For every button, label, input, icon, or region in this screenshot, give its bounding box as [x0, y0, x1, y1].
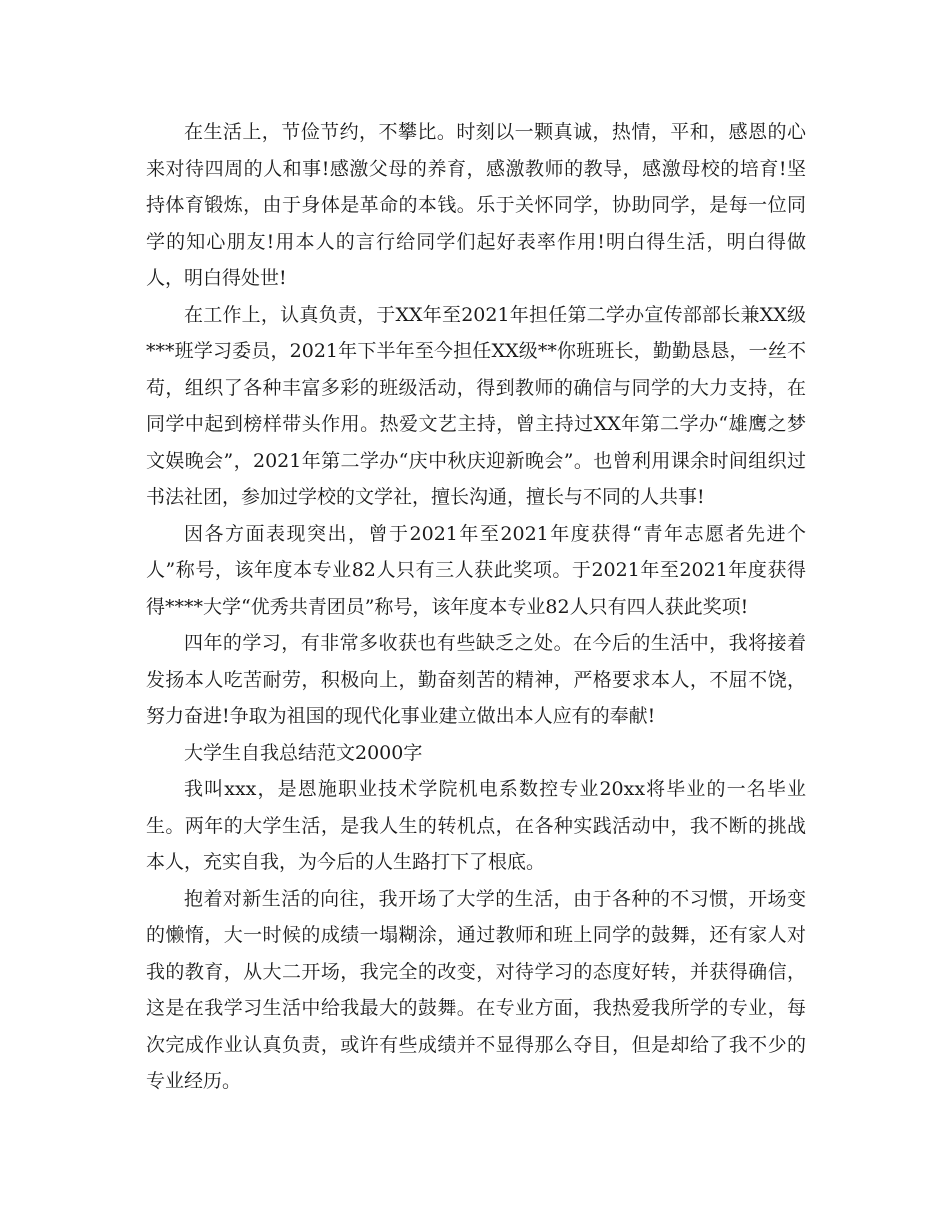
- paragraph-study: 抱着对新生活的向往，我开场了大学的生活，由于各种的不习惯，开场变的懒惰，大一时候的成绩一塌糊涂，通过教师和班上同学的鼓舞，还有家人对我的教育，从大二开场，我完全的改变，对待学习的态度好转，并获得确信，这是在我学习生活中给我最大的鼓舞。在专业方面，我热爱我所学的专业，每次完成作业认真负责，或许有些成绩并不显得那么夺目，但是却给了我不少的专业经历。: [146, 887, 806, 1092]
- section-heading: 大学生自我总结范文2000字: [184, 741, 423, 764]
- paragraph-conclusion: 四年的学习，有非常多收获也有些缺乏之处。在今后的生活中，我将接着发扬本人吃苦耐劳，积极向上，勤奋刻苦的精神，严格要求本人，不屈不饶，努力奋进!争取为祖国的现代化事业建立做出本人应有的奉献!: [146, 632, 806, 727]
- paragraph-life: 在生活上，节俭节约，不攀比。时刻以一颗真诚，热情，平和，感恩的心来对待四周的人和事!感激父母的养育，感激教师的教导，感激母校的培育!坚持体育锻炼，由于身体是革命的本钱。乐于关怀同学，协助同学，是每一位同学的知心朋友!用本人的言行给同学们起好表率作用!明白得生活，明白得做人，明白得处世!: [146, 121, 806, 289]
- document-body: [146, 114, 806, 1100]
- paragraph-awards: 因各方面表现突出，曾于2021年至2021年度获得“青年志愿者先进个人”称号，该年度本专业82人只有三人获此奖项。于2021年至2021年度获得得****大学“优秀共青团员”称号，该年度本专业82人只有四人获此奖项!: [146, 522, 806, 618]
- paragraph-intro: 我叫xxx，是恩施职业技术学院机电系数控专业20xx将毕业的一名毕业生。两年的大学生活，是我人生的转机点，在各种实践活动中，我不断的挑战本人，充实自我，为今后的人生路打下了根底。: [146, 778, 806, 873]
- paragraph-work: 在工作上，认真负责，于XX年至2021年担任第二学办宣传部部长兼XX级***班学习委员，2021年下半年至今担任XX级**你班班长，勤勤恳恳，一丝不苟，组织了各种丰富多彩的班级活动，得到教师的确信与同学的大力支持，在同学中起到榜样带头作用。热爱文艺主持，曾主持过XX年第二学办“雄鹰之梦文娱晚会”，2021年第二学办“庆中秋庆迎新晚会”。也曾利用课余时间组织过书法社团，参加过学校的文学社，擅长沟通，擅长与不同的人共事!: [146, 303, 806, 508]
